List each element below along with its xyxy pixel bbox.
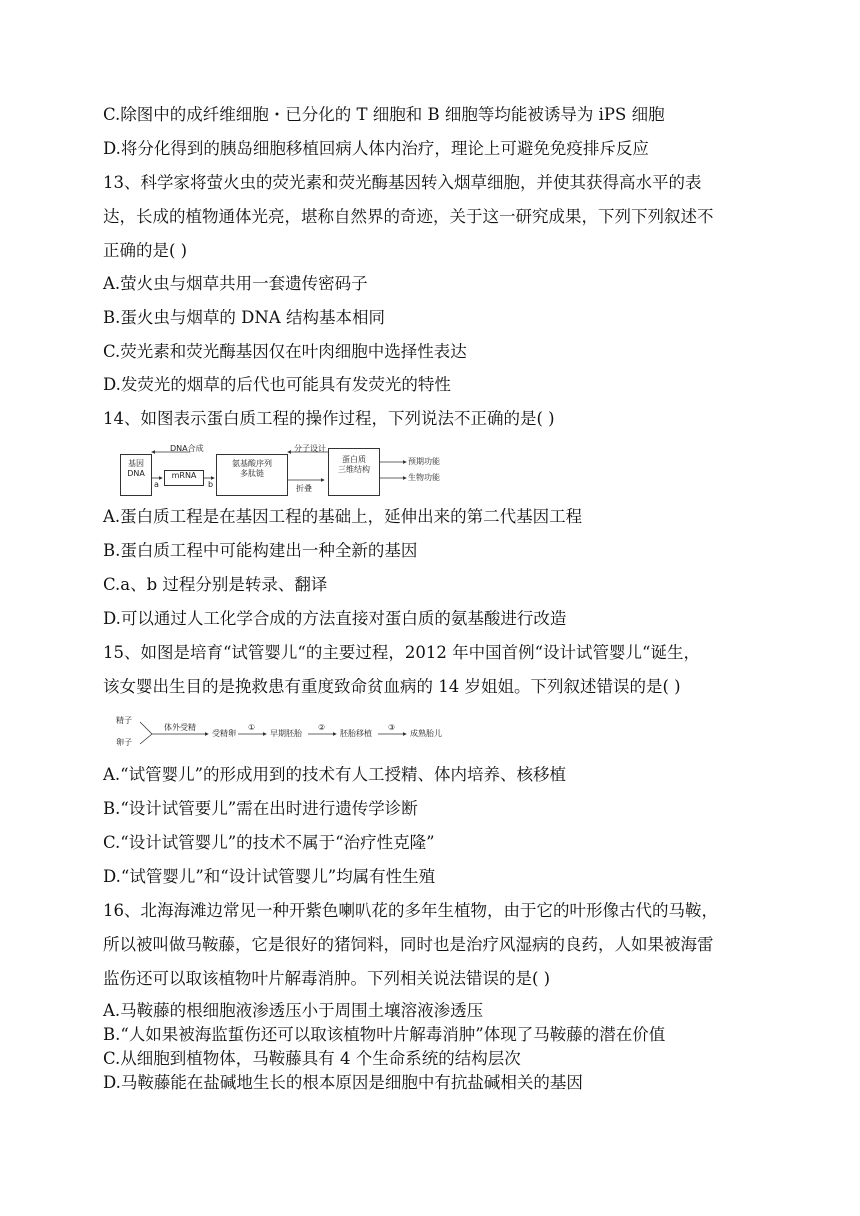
option-c-q12: C.除图中的成纤维细胞・已分化的 T 细胞和 B 细胞等均能被诱导为 iPS 细胞	[103, 105, 665, 124]
option-b-q13: B.蛋火虫与烟草的 DNA 结构基本相同	[103, 308, 385, 327]
zygote-label: 受精卵	[212, 729, 236, 738]
folding-label: 折叠	[296, 484, 312, 493]
step-a-label: a	[154, 480, 159, 489]
ivf-process-diagram	[116, 712, 456, 748]
sperm-label: 精子	[116, 716, 132, 725]
mature-fetus-label: 成熟胎儿	[410, 729, 442, 738]
egg-label: 卵子	[116, 738, 132, 747]
option-b-q15: B.“设计试管要儿”需在出时进行遗传学诊断	[103, 799, 418, 818]
option-a-q15: A.“试管婴儿”的形成用到的技术有人工授精、体内培养、核移植	[103, 765, 567, 784]
embryo-transfer-label: 胚胎移植	[340, 729, 372, 738]
option-d-q14: D.可以通过人工化学合成的方法直接对蛋白质的氨基酸进行改造	[103, 609, 567, 628]
protein-engineering-diagram	[116, 444, 446, 496]
gene-dna-box: 基因 DNA	[120, 454, 152, 496]
question-13-stem-2: 达，长成的植物通体光亮，堪称自然界的奇迹，关于这一研究成果，下列下列叙述不	[103, 207, 714, 226]
early-embryo-label: 早期胚胎	[270, 729, 302, 738]
question-16-stem-3: 监伤还可以取该植物叶片解毒消肿。下列相关说法错误的是( )	[103, 969, 551, 988]
mrna-box: mRNA	[164, 470, 204, 486]
question-14-stem: 14、如图表示蛋白质工程的操作过程，下列说法不正确的是( )	[103, 409, 555, 428]
expected-function-label: 预期功能	[408, 457, 440, 466]
step-3-label: ③	[388, 723, 396, 732]
option-a-q13: A.萤火虫与烟草共用一套遗传密码子	[103, 274, 368, 293]
amino-acid-box: 氨基酸序列 多肽链	[216, 454, 288, 496]
question-16-stem-1: 16、北海海滩边常见一种开紫色喇叭花的多年生植物，由于它的叶形像古代的马鞍，	[103, 901, 718, 920]
question-16-stem-2: 所以被叫做马鞍藤，它是很好的猪饲料，同时也是治疗风湿病的良药，人如果被海雷	[103, 935, 714, 954]
question-13-stem-1: 13、科学家将萤火虫的荧光素和荧光酶基因转入烟草细胞，并使其获得高水平的表	[103, 173, 702, 192]
option-b-q16: B.“人如果被海监蜇伤还可以取该植物叶片解毒消肿”体现了马鞍藤的潜在价值	[103, 1025, 666, 1044]
ivf-label: 体外受精	[164, 723, 196, 732]
option-c-q14: C.a、b 过程分别是转录、翻译	[103, 575, 328, 594]
option-c-q15: C.“设计试管婴儿”的技术不属于“治疗性克隆”	[103, 833, 435, 852]
option-d-q12: D.将分化得到的胰岛细胞移植回病人体内治疗，理论上可避免免疫排斥反应	[103, 139, 649, 158]
dna-synthesis-label: DNA合成	[170, 444, 204, 453]
step-1-label: ①	[248, 723, 256, 732]
option-a-q16: A.马鞍藤的根细胞液渗透压小于周围土壤溶液渗透压	[103, 1001, 484, 1020]
step-b-label: b	[208, 480, 214, 489]
option-c-q13: C.荧光素和荧光酶基因仅在叶肉细胞中选择性表达	[103, 342, 467, 361]
protein-structure-box: 蛋白质 三维结构	[328, 448, 380, 496]
option-d-q15: D.“试管婴儿”和“设计试管婴儿”均属有性生殖	[103, 867, 436, 886]
option-d-q16: D.马鞍藤能在盐碱地生长的根本原因是细胞中有抗盐碱相关的基因	[103, 1073, 583, 1092]
molecular-design-label: 分子设计	[294, 444, 326, 453]
biological-function-label: 生物功能	[408, 473, 440, 482]
question-15-stem-2: 该女婴出生目的是挽救患有重度致命贫血病的 14 岁姐姐。下列叙述错误的是( )	[103, 677, 681, 696]
step-2-label: ②	[318, 723, 326, 732]
option-b-q14: B.蛋白质工程中可能构建出一种全新的基因	[103, 541, 418, 560]
question-15-stem-1: 15、如图是培育“试管婴儿“的主要过程，2012 年中国首例“设计试管婴儿“诞生，	[103, 643, 700, 662]
option-d-q13: D.发荧光的烟草的后代也可能具有发荧光的特性	[103, 375, 451, 394]
question-13-stem-3: 正确的是( )	[103, 241, 188, 260]
option-c-q16: C.从细胞到植物体，马鞍藤具有 4 个生命系统的结构层次	[103, 1049, 521, 1068]
option-a-q14: A.蛋白质工程是在基因工程的基础上，延伸出来的第二代基因工程	[103, 507, 583, 526]
